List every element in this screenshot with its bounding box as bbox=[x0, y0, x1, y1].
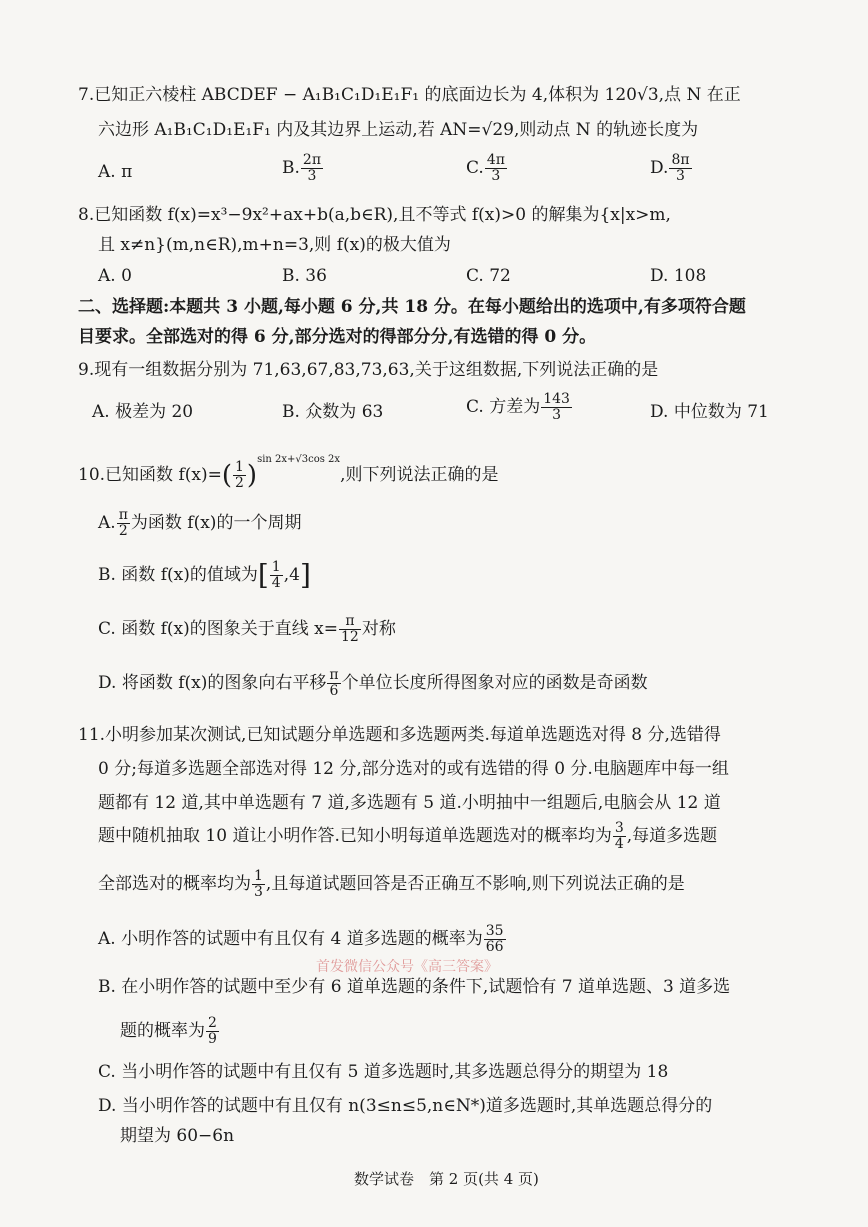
fraction-denominator: 66 bbox=[485, 939, 504, 955]
q11-line5-suffix: ,且每道试题回答是否正确互不影响,则下列说法正确的是 bbox=[265, 874, 685, 894]
q10-option-b bbox=[98, 560, 311, 591]
q11-stem-line5 bbox=[98, 869, 685, 900]
fraction-numerator: π bbox=[339, 614, 361, 630]
q11-stem-line3: 题都有 12 道,其中单选题有 7 道,多选题有 5 道.小明抽中一组题后,电脑会从 12 道 bbox=[98, 793, 721, 813]
q7-stem-line2: 六边形 A₁B₁C₁D₁E₁F₁ 内及其边界上运动,若 AN=√29,则动点 N 的轨迹长度为 bbox=[98, 120, 699, 140]
watermark-text: 首发微信公众号《高三答案》 bbox=[316, 959, 498, 975]
q10-option-d-text: 个单位长度所得图象对应的函数是奇函数 bbox=[341, 673, 648, 693]
q7-option-c-label: C. bbox=[466, 158, 484, 178]
q7-option-d-fraction bbox=[669, 153, 691, 184]
q10-option-d-label: D. 将函数 f(x)的图象向右平移 bbox=[98, 673, 327, 693]
fraction-denominator: 2 bbox=[118, 523, 128, 539]
fraction-denominator: 3 bbox=[552, 407, 562, 423]
q8-option-c: C. 72 bbox=[466, 266, 511, 286]
q7-option-d-label: D. bbox=[650, 158, 669, 178]
q9-option-d: D. 中位数为 71 bbox=[650, 402, 769, 422]
q10-option-b-fraction bbox=[270, 560, 283, 591]
q7-option-a: A. π bbox=[98, 162, 133, 182]
fraction-denominator: 4 bbox=[614, 836, 624, 852]
fraction-numerator: 2 bbox=[208, 1015, 217, 1031]
section-2-header-line2: 目要求。全部选对的得 6 分,部分选对的得部分分,有选错的得 0 分。 bbox=[78, 327, 597, 347]
bracket-right: ] bbox=[299, 558, 311, 592]
q9-option-c bbox=[466, 392, 573, 423]
fraction-denominator: 9 bbox=[208, 1031, 217, 1047]
paren-right: ) bbox=[246, 460, 258, 491]
q10-stem bbox=[78, 448, 499, 491]
fraction-numerator: 8π bbox=[671, 152, 690, 168]
fraction-numerator: 2π bbox=[302, 152, 322, 168]
q10-base-fraction bbox=[233, 460, 246, 491]
fraction-denominator: 6 bbox=[329, 683, 339, 699]
q7-option-b bbox=[282, 153, 324, 184]
q11-option-b-text: 题的概率为 bbox=[120, 1021, 205, 1041]
q11-stem-line2: 0 分;每道多选题全部选对得 12 分,部分选对的或有选错的得 0 分.电脑题库中每一组 bbox=[98, 759, 729, 779]
q10-option-b-text: ,4 bbox=[283, 565, 300, 585]
fraction-numerator: 3 bbox=[614, 820, 624, 836]
q10-option-c-fraction bbox=[339, 614, 361, 645]
q10-exponent: sin 2x+√3cos 2x bbox=[257, 454, 341, 465]
fraction-numerator: π bbox=[118, 507, 128, 523]
fraction-denominator: 3 bbox=[307, 168, 317, 184]
q11-option-b-line1: B. 在小明作答的试题中至少有 6 道单选题的条件下,试题恰有 7 道单选题、3 道多选 bbox=[98, 977, 731, 997]
q7-stem-line1: 7.已知正六棱柱 ABCDEF − A₁B₁C₁D₁E₁F₁ 的底面边长为 4,体积为 120√3,点 N 在正 bbox=[78, 85, 741, 105]
q9-option-c-fraction bbox=[541, 392, 572, 423]
fraction-denominator: 3 bbox=[254, 884, 263, 900]
q11-option-b-line2 bbox=[120, 1016, 220, 1047]
fraction-denominator: 4 bbox=[271, 575, 281, 591]
q11-option-b-fraction bbox=[206, 1016, 219, 1047]
q10-option-a bbox=[98, 508, 301, 539]
fraction-numerator: 1 bbox=[234, 459, 244, 475]
fraction-denominator: 3 bbox=[676, 168, 685, 184]
q10-option-d-fraction bbox=[327, 668, 340, 699]
q10-stem-suffix: ,则下列说法正确的是 bbox=[340, 465, 499, 485]
fraction-numerator: 143 bbox=[543, 391, 570, 407]
q8-option-a: A. 0 bbox=[98, 266, 132, 286]
q9-option-b: B. 众数为 63 bbox=[282, 402, 384, 422]
q11-option-c: C. 当小明作答的试题中有且仅有 5 道多选题时,其多选题总得分的期望为 18 bbox=[98, 1062, 669, 1082]
q9-option-c-label: C. 方差为 bbox=[466, 397, 541, 417]
q8-option-b: B. 36 bbox=[282, 266, 327, 286]
q10-option-c-label: C. 函数 f(x)的图象关于直线 x= bbox=[98, 619, 338, 639]
q9-option-a: A. 极差为 20 bbox=[92, 402, 194, 422]
bracket-left: [ bbox=[257, 558, 269, 592]
fraction-numerator: 4π bbox=[486, 152, 505, 168]
q11-option-a bbox=[98, 924, 507, 955]
q10-option-a-text: 为函数 f(x)的一个周期 bbox=[130, 513, 302, 533]
fraction-denominator: 3 bbox=[491, 168, 501, 184]
q11-line4-suffix: ,每道多选题 bbox=[626, 826, 718, 846]
q11-option-d-line2: 期望为 60−6n bbox=[120, 1126, 235, 1146]
section-2-header-line1: 二、选择题:本题共 3 小题,每小题 6 分,共 18 分。在每小题给出的选项中,有多项符合题 bbox=[78, 297, 746, 317]
page-footer: 数学试卷 第 2 页(共 4 页) bbox=[354, 1170, 539, 1188]
q7-option-c bbox=[466, 153, 508, 184]
q11-stem-line4 bbox=[98, 821, 717, 852]
q7-option-b-fraction bbox=[301, 153, 323, 184]
fraction-denominator: 2 bbox=[234, 475, 244, 491]
q11-option-a-label: A. 小明作答的试题中有且仅有 4 道多选题的概率为 bbox=[98, 929, 483, 949]
q7-option-c-fraction bbox=[485, 153, 507, 184]
q8-stem-line1: 8.已知函数 f(x)=x³−9x²+ax+b(a,b∈R),且不等式 f(x)>0 的解集为{x|x>m, bbox=[78, 205, 671, 225]
q8-stem-line2: 且 x≠n}(m,n∈R),m+n=3,则 f(x)的极大值为 bbox=[98, 235, 451, 255]
q10-option-c-text: 对称 bbox=[361, 619, 396, 639]
q7-option-b-label: B. bbox=[282, 158, 300, 178]
q11-line4-fraction bbox=[613, 821, 626, 852]
q10-option-d bbox=[98, 668, 648, 699]
q10-option-a-fraction bbox=[117, 508, 130, 539]
q10-option-a-label: A. bbox=[98, 513, 116, 533]
q11-line5-text: 全部选对的概率均为 bbox=[98, 874, 251, 894]
q11-stem-line1: 11.小明参加某次测试,已知试题分单选题和多选题两类.每道单选题选对得 8 分,选错得 bbox=[78, 725, 721, 745]
fraction-numerator: 1 bbox=[254, 868, 263, 884]
q10-stem-prefix: 10.已知函数 f(x)= bbox=[78, 465, 222, 485]
q11-line5-fraction bbox=[252, 869, 265, 900]
fraction-numerator: 1 bbox=[271, 559, 281, 575]
q7-option-d bbox=[650, 153, 693, 184]
q10-option-b-label: B. 函数 f(x)的值域为 bbox=[98, 565, 258, 585]
q11-option-a-fraction bbox=[484, 924, 506, 955]
fraction-numerator: π bbox=[329, 667, 339, 683]
fraction-denominator: 12 bbox=[341, 629, 359, 645]
q11-option-d-line1: D. 当小明作答的试题中有且仅有 n(3≤n≤5,n∈N*)道多选题时,其单选题总得分的 bbox=[98, 1096, 713, 1116]
paren-left: ( bbox=[221, 460, 232, 491]
fraction-numerator: 35 bbox=[485, 923, 504, 939]
q8-option-d: D. 108 bbox=[650, 266, 707, 286]
q10-option-c bbox=[98, 614, 396, 645]
q9-stem: 9.现有一组数据分别为 71,63,67,83,73,63,关于这组数据,下列说法正确的是 bbox=[78, 360, 659, 380]
q11-line4-text: 题中随机抽取 10 道让小明作答.已知小明每道单选题选对的概率均为 bbox=[98, 826, 612, 846]
